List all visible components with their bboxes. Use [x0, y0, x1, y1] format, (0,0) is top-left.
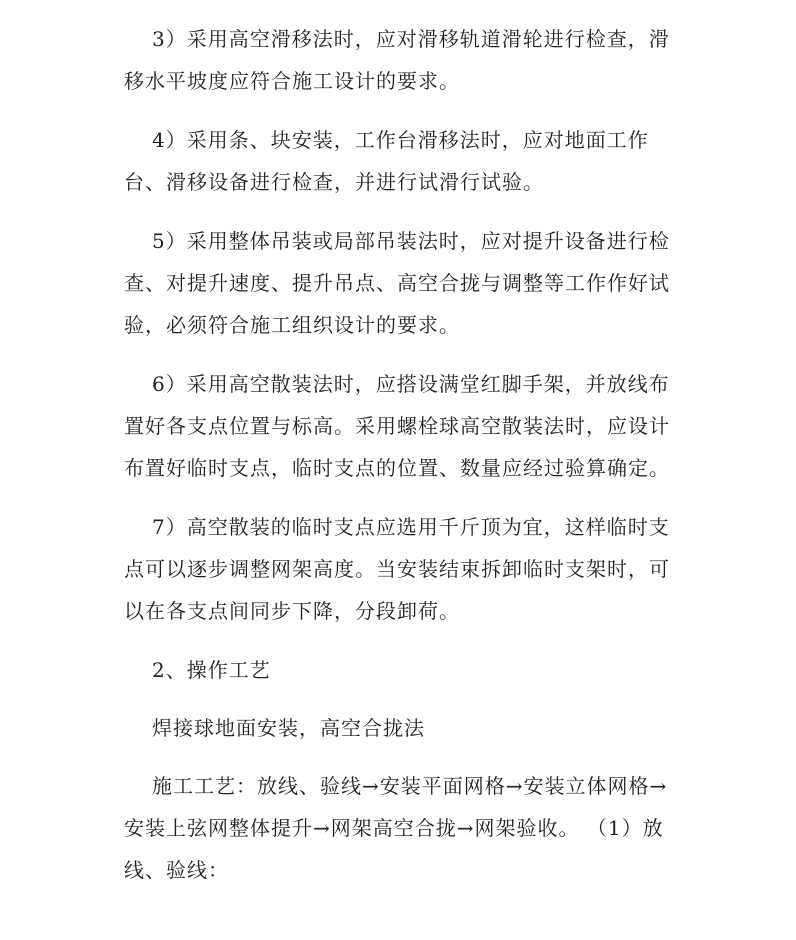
paragraph-item-7: 7）高空散装的临时支点应选用千斤顶为宜，这样临时支点可以逐步调整网架高度。当安装结束拆卸临时支架时，可以在各支点间同步下降，分段卸荷。: [124, 515, 670, 623]
paragraph-item-6: 6）采用高空散装法时，应搭设满堂红脚手架，并放线布置好各支点位置与标高。采用螺栓球高空散装法时，应设计布置好临时支点，临时支点的位置、数量应经过验算确定。: [124, 372, 670, 480]
section-heading: 2、操作工艺: [152, 658, 271, 682]
process-paragraph: 施工工艺：放线、验线→安装平面网格→安装立体网格→安装上弦网整体提升→网架高空合拢→网架验收。 （1）放线、验线：: [124, 774, 668, 882]
method-subheading: 焊接球地面安装，高空合拢法: [152, 716, 425, 740]
paragraph-item-5: 5）采用整体吊装或局部吊装法时，应对提升设备进行检查、对提升速度、提升吊点、高空合拢与调整等工作作好试验，必须符合施工组织设计的要求。: [124, 229, 670, 337]
paragraph-item-4: 4）采用条、块安装，工作台滑移法时，应对地面工作台、滑移设备进行检查，并进行试滑行试验。: [124, 128, 649, 194]
paragraph-item-3: 3）采用高空滑移法时，应对滑移轨道滑轮进行检查，滑移水平坡度应符合施工设计的要求。: [124, 27, 670, 93]
